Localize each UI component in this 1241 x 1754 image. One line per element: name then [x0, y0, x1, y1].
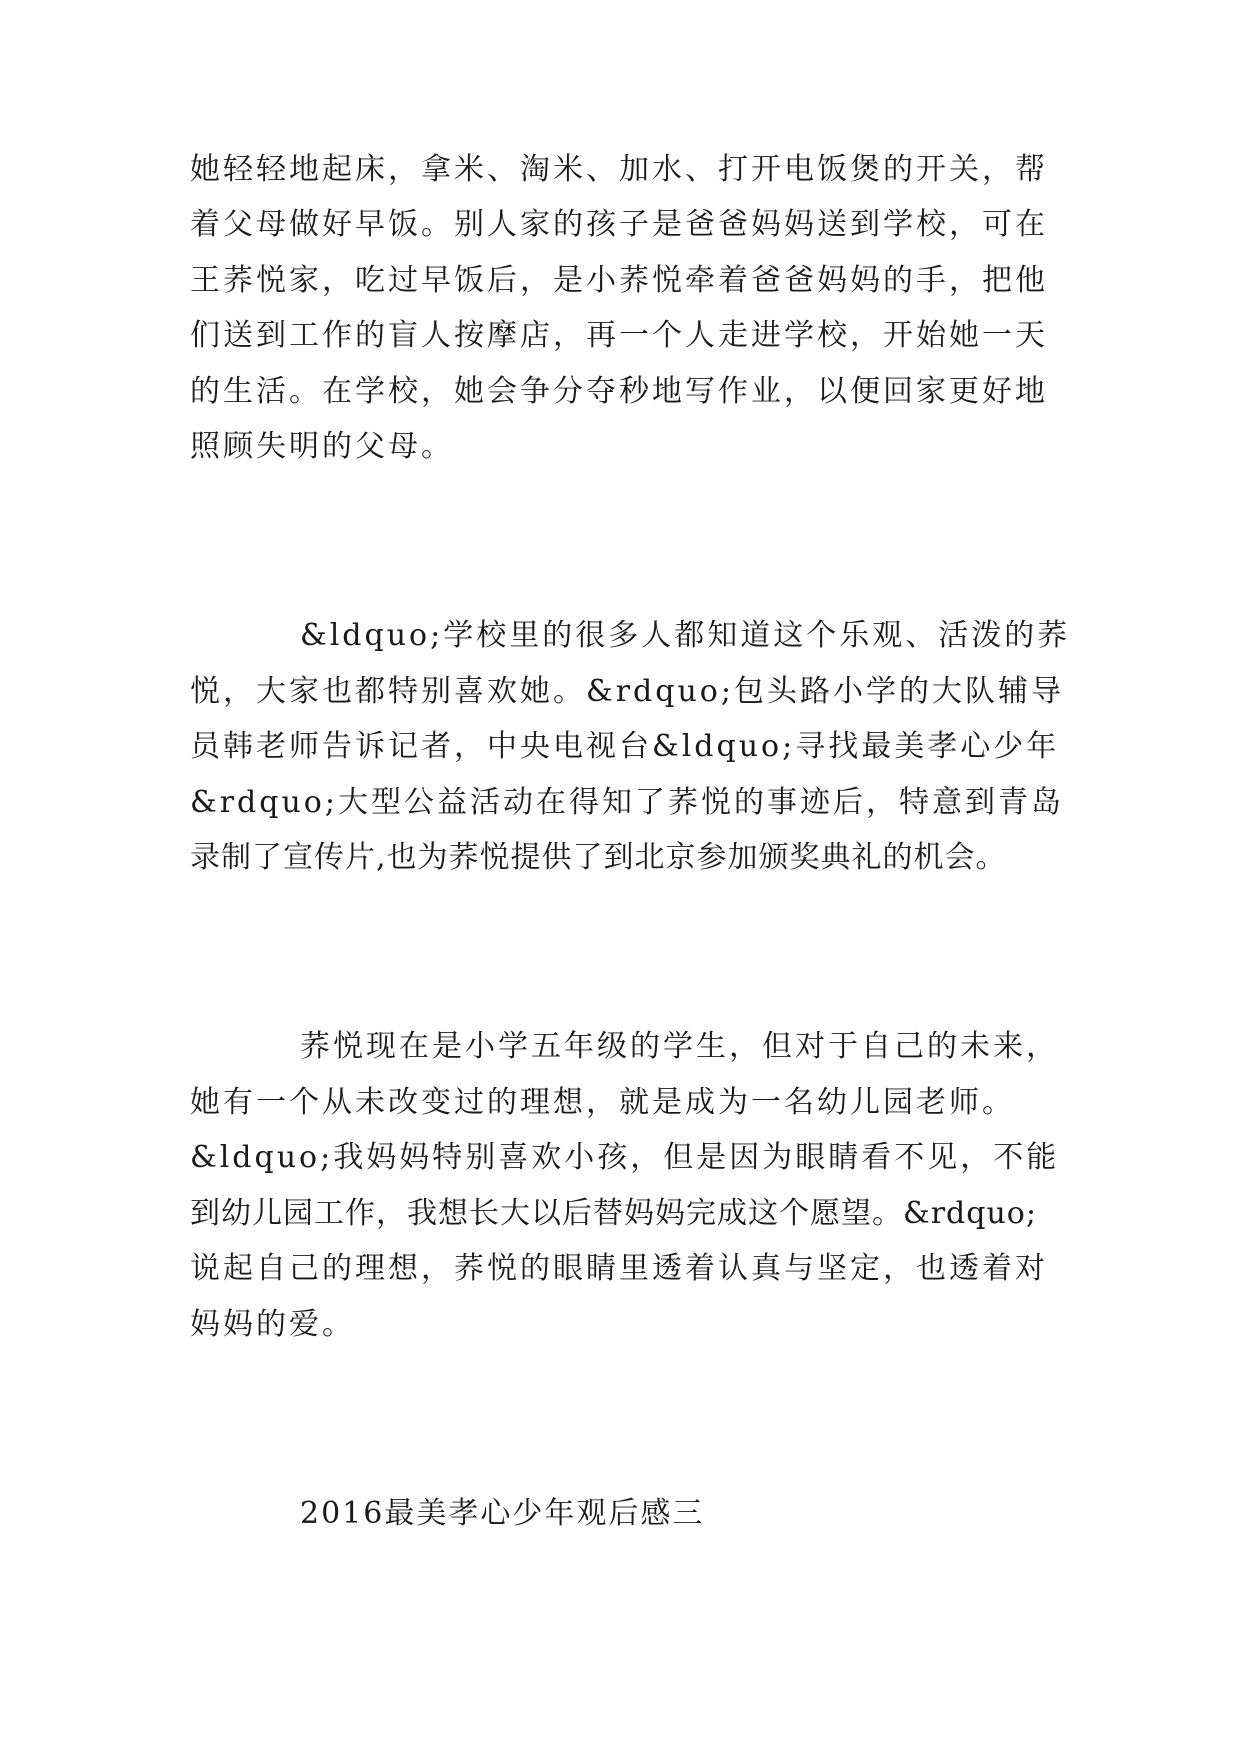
- paragraph-line: 王荞悦家，吃过早饭后，是小荞悦牵着爸爸妈妈的手，把他: [190, 263, 1048, 298]
- paragraph-line: &rdquo;大型公益活动在得知了荞悦的事迹后，特意到青岛: [190, 785, 1064, 820]
- paragraph-line: 悦，大家也都特别喜欢她。&rdquo;包头路小学的大队辅导: [190, 674, 1064, 709]
- paragraph-line: 她轻轻地起床，拿米、淘米、加水、打开电饭煲的开关，帮: [190, 152, 1048, 187]
- paragraph-line: 荞悦现在是小学五年级的学生，但对于自己的未来，: [300, 1029, 1059, 1064]
- paragraph-line: 录制了宣传片,也为荞悦提供了到北京参加颁奖典礼的机会。: [190, 840, 1007, 875]
- paragraph-line: &ldquo;我妈妈特别喜欢小孩，但是因为眼睛看不见，不能: [190, 1140, 1060, 1175]
- section-heading: 2016最美孝心少年观后感三: [300, 1496, 705, 1531]
- paragraph-line: 她有一个从未改变过的理想，就是成为一名幼儿园老师。: [190, 1085, 1015, 1120]
- paragraph-line: 们送到工作的盲人按摩店，再一个人走进学校，开始她一天: [190, 318, 1048, 353]
- paragraph-line: 员韩老师告诉记者，中央电视台&ldquo;寻找最美孝心少年: [190, 729, 1060, 764]
- paragraph-line: 妈妈的爱。: [190, 1307, 355, 1342]
- paragraph-line: &ldquo;学校里的很多人都知道这个乐观、活泼的荞: [300, 618, 1071, 653]
- paragraph-line: 着父母做好早饭。别人家的孩子是爸爸妈妈送到学校，可在: [190, 207, 1048, 242]
- paragraph-line: 照顾失明的父母。: [190, 429, 454, 464]
- paragraph-line: 说起自己的理想，荞悦的眼睛里透着认真与坚定，也透着对: [190, 1251, 1048, 1286]
- paragraph-line: 到幼儿园工作，我想长大以后替妈妈完成这个愿望。&rdquo;: [190, 1196, 1037, 1231]
- paragraph-line: 的生活。在学校，她会争分夺秒地写作业，以便回家更好地: [190, 374, 1048, 409]
